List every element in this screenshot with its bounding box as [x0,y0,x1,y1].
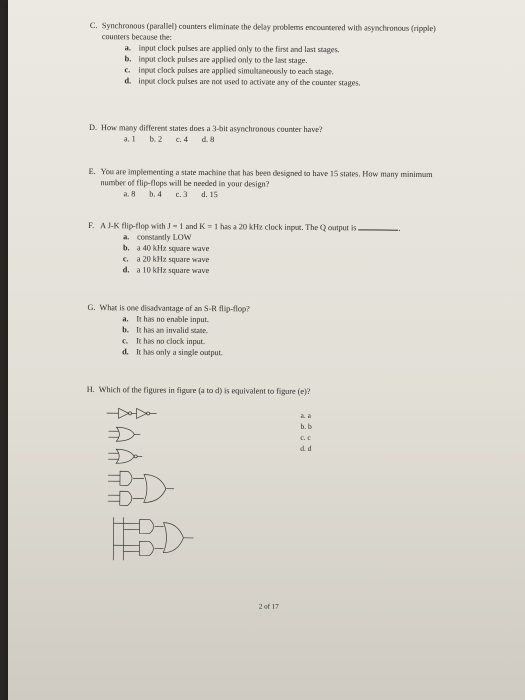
option-d: d. d [300,443,312,453]
page-number: 2 of 17 [258,602,279,611]
option-b: b. It has an invalid state. [122,325,208,336]
question-h-answers [300,410,312,454]
option-a: a. 1 [123,134,136,144]
figure-c-circuit [108,449,142,463]
figure-e-circuit [113,517,193,561]
option-b: b. input clock pulses are applied only to the last stage. [124,54,308,65]
option-d: d. a 10 kHz square wave [122,265,210,276]
question-letter: H. [86,384,95,395]
option-a: a. a [300,410,312,420]
logic-gate-figures [103,405,225,586]
question-letter: E. [88,166,96,177]
option-d: d. 15 [201,189,218,200]
option-c: c. input clock pulses are applied simultaneously to each stage. [124,65,334,77]
question-text: Which of the figures in figure (a to d) is equivalent to figure (e)? [98,385,311,396]
option-b: b. 2 [149,134,163,144]
question-letter: F. [88,220,95,231]
option-c: c. c [300,432,311,442]
option-b: b. a 40 kHz square wave [122,243,210,254]
option-d: d. 8 [201,134,215,145]
question-c [89,20,450,89]
option-b: b. 4 [149,189,162,199]
option-a: a. input clock pulses are applied only to the first and last stages. [124,43,340,55]
option-a: a. constantly LOW [123,232,192,242]
question-letter: C. [89,20,98,31]
question-f: F. A J-K flip-flop with J = 1 and K = 1 has a 20 kHz clock input. The Q output is . a. constantly LOW b. a 40 kHz square wave c. a 20 kHz square wave d. a 10 kHz square wave [88,220,448,278]
option-c: c. 4 [176,134,188,144]
figure-d-circuit [108,471,174,506]
question-text: How many different states does a 3-bit asynchronous counter have? [101,123,323,135]
question-text: You are implementing a state machine that has been designed to have 15 states. How many minimum number of flip-flops will be needed in your design? [100,167,433,189]
exam-page [8,0,525,700]
option-b: b. b [300,421,312,431]
option-a: a. It has no enable input. [122,314,209,325]
answer-blank [359,222,399,230]
option-d: d. It has only a single output. [122,347,224,358]
question-text: A J-K flip-flop with J = 1 and K = 1 has a 20 kHz clock input. The Q output is [100,221,357,233]
option-c: c. a 20 kHz square wave [122,254,210,265]
question-h [87,384,447,398]
page-content [86,20,450,611]
option-a: a. 8 [123,189,136,199]
question-letter: D. [89,122,98,133]
question-letter: G. [87,302,96,313]
question-d [89,122,449,147]
option-d: d. input clock pulses are not used to activate any of the counter stages. [124,76,361,88]
figure-b-circuit [108,427,140,441]
question-text: What is one disadvantage of an S-R flip-flop? [99,303,250,314]
question-e [88,166,448,202]
option-c: c. 3 [175,189,188,199]
figure-a-circuit [107,408,157,418]
question-g [87,302,447,360]
question-text: Synchronous (parallel) counters eliminate the delay problems encountered with asynchronous (ripple) counters because the: [101,21,436,42]
option-c: c. It has no clock input. [122,336,206,347]
